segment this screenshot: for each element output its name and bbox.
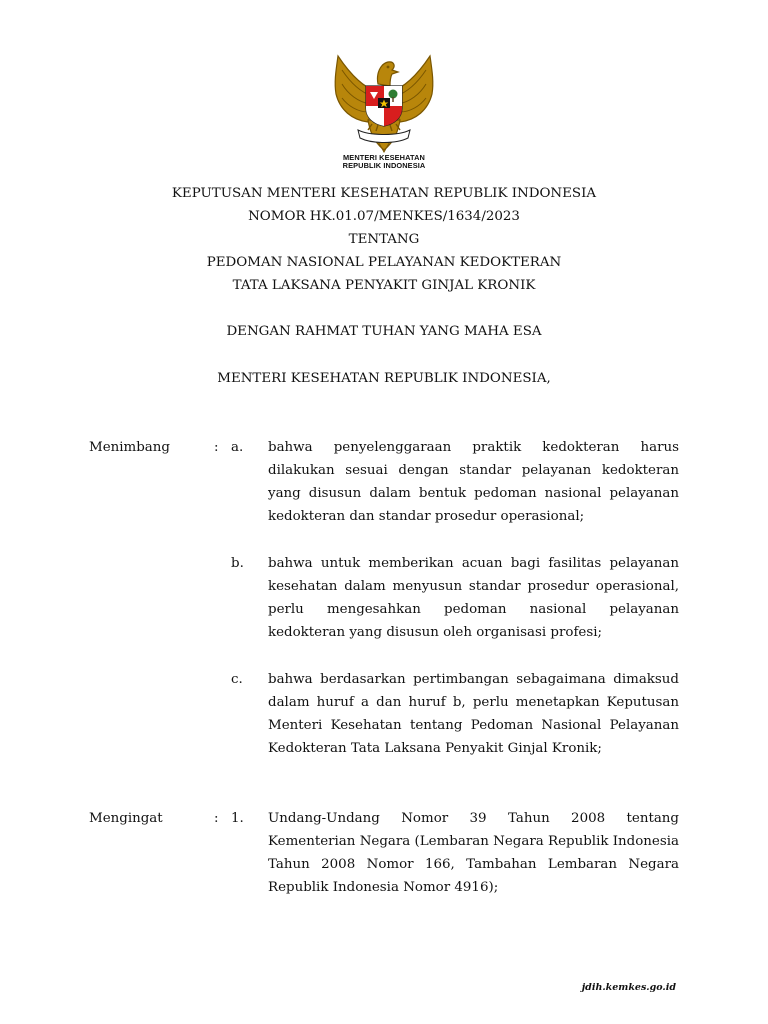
title-line-subject-2: TATA LAKSANA PENYAKIT GINJAL KRONIK (232, 278, 536, 293)
menimbang-colon: : (214, 440, 219, 455)
title-line-number: NOMOR HK.01.07/MENKES/1634/2023 (248, 209, 520, 224)
document-title (84, 182, 684, 297)
mengingat-item-1: Undang-Undang Nomor 39 Tahun 2008 tentang Kementerian Negara (Lembaran Negara Republik Indonesia Tahun 2008 Nomor 166, Tambahan Lembaran Negara Republik Indonesia Nomor 4916); (268, 811, 679, 895)
menimbang-marker-a: a. (231, 440, 244, 455)
menimbang-item-a: bahwa penyelenggaraan praktik kedokteran harus dilakukan sesuai dengan standar pelayanan kedokteran yang disusun dalam bentuk pedoman nasional pelayanan kedokteran dan standar prosedur operasional; (268, 440, 679, 524)
menimbang-marker-b: b. (231, 556, 244, 571)
emblem-caption (320, 154, 448, 171)
blessing-line: DENGAN RAHMAT TUHAN YANG MAHA ESA (226, 324, 542, 339)
emblem-caption-line1: MENTERI KESEHATAN (343, 153, 425, 162)
footer-site-url: jdih.kemkes.go.id (581, 982, 676, 993)
menimbang-marker-c: c. (231, 672, 243, 687)
menimbang-item-c: bahwa berdasarkan pertimbangan sebagaimana dimaksud dalam huruf a dan huruf b, perlu menetapkan Keputusan Menteri Kesehatan tentang Pedoman Nasional Pelayanan Kedokteran Tata Laksana Penyakit Ginjal Kronik; (268, 672, 679, 756)
title-line-decree: KEPUTUSAN MENTERI KESEHATAN REPUBLIK INDONESIA (171, 186, 597, 201)
menimbang-item-b: bahwa untuk memberikan acuan bagi fasilitas pelayanan kesehatan dalam menyusun standar prosedur operasional, perlu mengesahkan pedoman nasional pelayanan kedokteran yang disusun oleh organisasi profesi; (268, 556, 679, 640)
menimbang-label: Menimbang (89, 440, 170, 455)
mengingat-label: Mengingat (89, 811, 163, 826)
title-line-about: TENTANG (348, 232, 420, 247)
mengingat-marker-1: 1. (231, 811, 244, 826)
authority-line: MENTERI KESEHATAN REPUBLIK INDONESIA, (217, 371, 551, 386)
mengingat-colon: : (214, 811, 219, 826)
emblem-caption-line2: REPUBLIK INDONESIA (342, 161, 426, 171)
title-line-subject-1: PEDOMAN NASIONAL PELAYANAN KEDOKTERAN (206, 255, 562, 270)
